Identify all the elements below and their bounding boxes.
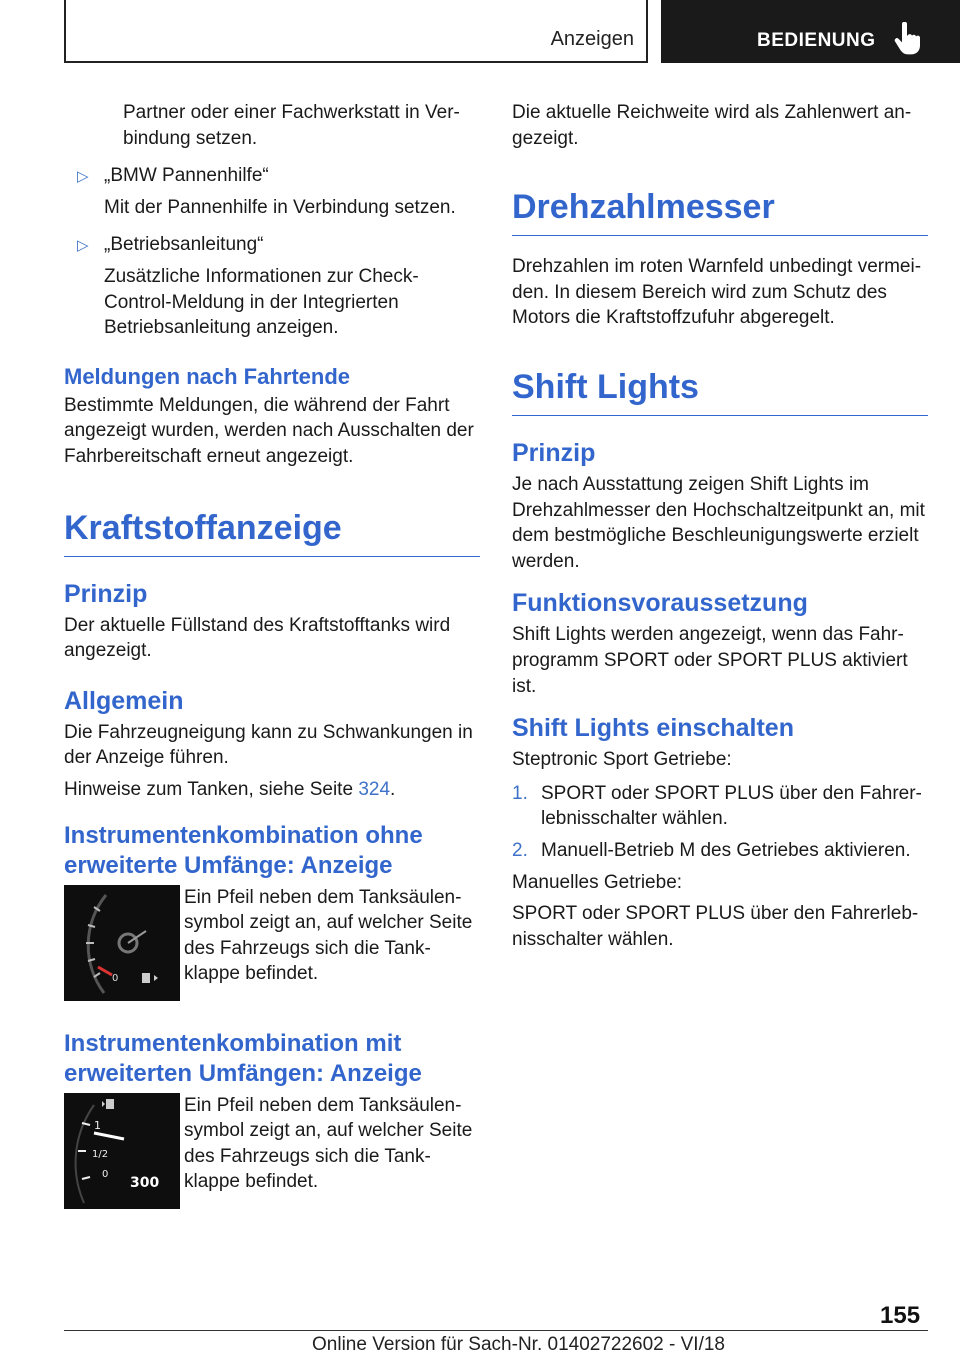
left-column xyxy=(64,100,480,1209)
right-column xyxy=(512,100,928,952)
step-number: 2. xyxy=(512,839,528,861)
header-chapter-tab xyxy=(661,0,960,63)
allgemein-text: Die Fahrzeugneigung kann zu Schwankungen in der Anzeige führen. xyxy=(64,721,473,769)
ohne-text: Ein Pfeil neben dem Tanksäulen-symbol zeigt an, auf welcher Seite des Fahrzeugs sich die Tank-klappe befindet. xyxy=(184,886,473,985)
manuell-text: Manuelles Getriebe: xyxy=(512,871,683,893)
funktion-text: Shift Lights werden angezeigt, wenn das Fahr-programm SPORT oder SPORT PLUS aktiviert ist. xyxy=(512,624,908,697)
meldungen-text: Bestimmte Meldungen, die während der Fahrt angezeigt wurden, werden nach Ausschalten der Fahrbereitschaft erneut angezeigt. xyxy=(64,394,474,467)
footer-divider xyxy=(64,1330,928,1331)
chapter-title: BEDIENUNG xyxy=(757,30,876,51)
step-number: 1. xyxy=(512,782,528,804)
fuel-gauge-image xyxy=(64,1093,180,1209)
section-title: Anzeigen xyxy=(550,28,634,50)
einschalten-heading: Shift Lights einschalten xyxy=(512,714,794,743)
step-text: Manuell-Betrieb M des Getriebes aktivieren. xyxy=(541,839,911,861)
svg-text:300: 300 xyxy=(130,1174,160,1191)
bullet-text: Mit der Pannenhilfe in Verbindung setzen. xyxy=(104,196,456,218)
reichweite-text: Die aktuelle Reichweite wird als Zahlenwert an-gezeigt. xyxy=(512,102,912,149)
bullet-title: „BMW Pannenhilfe“ xyxy=(104,165,269,187)
svg-text:0: 0 xyxy=(102,1168,109,1180)
svg-text:1: 1 xyxy=(94,1118,101,1132)
triangle-bullet-icon: ▷ xyxy=(77,168,89,186)
step-text: SPORT oder SPORT PLUS über den Fahrer-lebnisschalter wählen. xyxy=(541,782,922,830)
allgemein-heading: Allgemein xyxy=(64,686,184,715)
figure-mit xyxy=(64,1093,480,1209)
fuel-gauge-image xyxy=(64,885,180,1001)
svg-text:1/2: 1/2 xyxy=(92,1148,109,1160)
list-item xyxy=(64,232,480,340)
ohne-heading: Instrumentenkombination ohne erweiterte Umfänge: Anzeige xyxy=(64,821,423,879)
kraftstoff-heading: Kraftstoffanzeige xyxy=(64,508,480,557)
bullet-title: „Betriebsanleitung“ xyxy=(104,234,264,256)
prinzip-text: Je nach Ausstattung zeigen Shift Lights im Drehzahlmesser den Hochschaltzeitpunkt an, mit dem bestmögliche Beschleunigungswerte erzielt werden. xyxy=(512,473,925,572)
online-version-footer: Online Version für Sach-Nr. 01402722602 - VI/18 xyxy=(312,1334,725,1355)
triangle-bullet-icon: ▷ xyxy=(77,237,89,255)
prinzip-heading: Prinzip xyxy=(512,438,596,467)
mit-heading: Instrumentenkombination mit erweiterten Umfängen: Anzeige xyxy=(64,1029,422,1087)
figure-ohne xyxy=(64,885,480,1001)
hand-pointer-icon xyxy=(893,22,923,56)
drehzahl-heading: Drehzahlmesser xyxy=(512,187,928,236)
funktion-heading: Funktionsvoraussetzung xyxy=(512,589,808,618)
steptronic-text: Steptronic Sport Getriebe: xyxy=(512,749,732,771)
shift-lights-heading: Shift Lights xyxy=(512,367,928,416)
prinzip-text: Der aktuelle Füllstand des Kraftstofftanks wird angezeigt. xyxy=(64,614,451,662)
mit-text: Ein Pfeil neben dem Tanksäulen-symbol zeigt an, auf welcher Seite des Fahrzeugs sich die Tank-klappe befindet. xyxy=(184,1094,473,1193)
list-item xyxy=(512,838,928,864)
meldungen-heading: Meldungen nach Fahrtende xyxy=(64,363,351,389)
manuell-body: SPORT oder SPORT PLUS über den Fahrerleb-nisschalter wählen. xyxy=(512,903,919,950)
header-section-tab xyxy=(64,0,648,63)
intro-continuation: Partner oder einer Fachwerkstatt in Ver-bindung setzen. xyxy=(123,102,460,149)
list-item xyxy=(64,163,480,220)
bullet-text: Zusätzliche Informationen zur Check-Control-Meldung in der Integrierten Betriebsanleitung anzeigen. xyxy=(104,265,419,339)
list-item xyxy=(512,781,928,832)
page-number: 155 xyxy=(880,1302,921,1329)
hinweise-text: Hinweise zum Tanken, siehe Seite 324. xyxy=(64,778,396,800)
prinzip-heading: Prinzip xyxy=(64,579,148,608)
svg-text:0: 0 xyxy=(112,972,119,984)
drehzahl-text: Drehzahlen im roten Warnfeld unbedingt vermei-den. In diesem Bereich wird zum Schutz des Motors die Kraftstoffzufuhr abgeregelt. xyxy=(512,256,922,329)
page-link[interactable]: 324 xyxy=(358,778,391,800)
